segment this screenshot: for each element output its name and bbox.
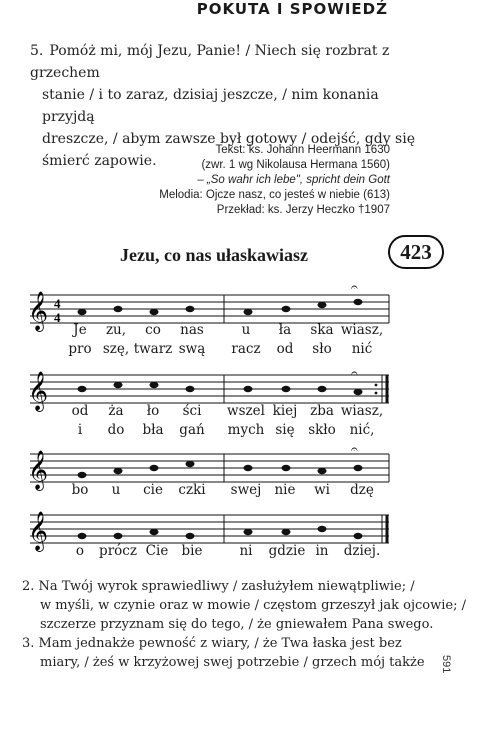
time-signature <box>54 296 61 325</box>
lyric-syllable: co <box>145 322 161 338</box>
credit-text: (zwr. 1 wg Nikolausa Hermana 1560) <box>201 159 390 171</box>
lyric-syllable: ła <box>278 322 292 338</box>
lyric-syllable: gdzie <box>268 543 306 559</box>
stanza-number: 5. <box>30 43 44 59</box>
lyric-syllable: pro <box>68 341 92 357</box>
lyric-syllable: Je <box>73 322 87 338</box>
credits-block <box>50 143 390 218</box>
note <box>186 461 195 467</box>
notes <box>78 461 363 478</box>
notes <box>78 526 363 539</box>
note <box>186 306 195 312</box>
credit-text: Tekst: ks. Johann Heermann 1630 <box>215 144 390 156</box>
note <box>282 386 291 392</box>
stanza-line: 5. Pomóż mi, mój Jezu, Panie! / Niech się rozbrat z grzechem <box>30 43 390 81</box>
stanza-line: w myśli, w czynie oraz w mowie / częstom grzeszył jak ojcowie; / <box>40 598 467 613</box>
note <box>318 468 327 474</box>
lyric-syllable: bo <box>71 482 89 498</box>
lyric-syllable: kiej <box>272 403 298 419</box>
note <box>318 302 327 308</box>
lyric-syllable: od <box>71 403 89 419</box>
lyric-syllable: o <box>75 543 85 559</box>
treble-clef-icon: 𝄞 <box>28 450 49 490</box>
lyric-syllable: ska <box>310 322 334 338</box>
note <box>318 386 327 392</box>
note <box>354 465 363 471</box>
lyric-syllable: i <box>77 422 83 438</box>
svg-text:4: 4 <box>54 310 61 325</box>
credit-original-title: – „So wahr ich lebe", spricht dein Gott <box>197 174 390 186</box>
lyric-syllable: zu, <box>105 322 127 338</box>
lyric-syllable: szę, <box>102 341 130 357</box>
treble-clef-icon: 𝄞 <box>28 291 49 331</box>
lyric-syllable: ni <box>239 543 253 559</box>
credit-melody: Melodia: Ojcze nasz, co jesteś w niebie (613) <box>159 189 390 201</box>
note <box>186 533 195 539</box>
lyric-syllable: nas <box>180 322 204 338</box>
lyric-syllable: wszel <box>227 403 265 419</box>
note <box>78 533 87 539</box>
note <box>244 309 253 315</box>
page-number: 591 <box>440 655 452 674</box>
song-title: Jezu, co nas ułaskawiasz <box>120 245 309 265</box>
stanza-line: 2. Na Twój wyrok sprawiedliwy / zasłużyłem niewątpliwie; / <box>22 579 415 594</box>
note <box>114 306 123 312</box>
note <box>78 386 87 392</box>
note <box>114 468 123 474</box>
fermata-icon: 𝄐 <box>351 442 358 456</box>
note <box>244 465 253 471</box>
lyric-syllable: ło <box>146 403 160 419</box>
note <box>150 309 159 315</box>
stanza-line: stanie / i to zaraz, dzisiaj jeszcze, / nim konania przyjdą <box>42 87 379 125</box>
stanza-line: śmierć zapowie. <box>42 153 157 169</box>
lyric-syllable: nić <box>351 341 373 357</box>
stanza-number: 2. <box>22 579 35 594</box>
stanza-line: dreszcze, / abym zawsze był gotowy / odejść, gdy się <box>42 131 416 147</box>
lyric-syllable: Cie <box>145 543 169 559</box>
svg-text:4: 4 <box>54 296 61 311</box>
lyric-syllable: zba <box>310 403 334 419</box>
note <box>354 389 363 395</box>
song-number-badge: 423 <box>388 235 444 269</box>
lyric-syllable: in <box>315 543 329 559</box>
lyric-syllable: nie <box>274 482 296 498</box>
lyric-syllable: ści <box>182 403 202 419</box>
lyric-syllable: prócz <box>99 543 137 559</box>
stanza-number: 3. <box>22 636 35 651</box>
lyric-syllable: u <box>241 322 251 338</box>
note <box>318 526 327 532</box>
note <box>244 386 253 392</box>
fermata-icon: 𝄐 <box>351 366 358 380</box>
note <box>150 529 159 535</box>
stanza-line: szczerze przyznam się do tego, / że gniewałem Pana swego. <box>40 617 434 632</box>
lyric-syllable: sło <box>312 341 332 357</box>
section-header: POKUTA I SPOWIEDŹ <box>196 0 388 18</box>
lyric-syllable: u <box>111 482 121 498</box>
note <box>282 306 291 312</box>
lyric-syllable: się <box>275 422 295 438</box>
lyric-syllable: do <box>107 422 125 438</box>
treble-clef-icon: 𝄞 <box>28 511 49 551</box>
lyric-syllable: gań <box>179 422 205 438</box>
notes <box>78 299 363 315</box>
fermata-icon: 𝄐 <box>351 280 358 294</box>
note <box>114 533 123 539</box>
lyric-syllable: dziej. <box>343 543 381 559</box>
lyric-syllable: racz <box>231 341 261 357</box>
lyric-syllable: wi <box>314 482 330 498</box>
note <box>114 382 123 388</box>
lyric-syllable: bie <box>181 543 203 559</box>
note <box>150 465 159 471</box>
lyric-syllable: cie <box>143 482 163 498</box>
lyric-syllable: nić, <box>349 422 375 438</box>
note <box>282 465 291 471</box>
note <box>78 309 87 315</box>
lyric-syllable: od <box>276 341 294 357</box>
stanza-line: 3. Mam jednakże pewność z wiary, / że Twa łaska jest bez <box>22 636 402 651</box>
lyric-syllable: twarz <box>133 341 173 357</box>
lyric-syllable: swej <box>230 482 262 498</box>
lyric-syllable: czki <box>178 482 206 498</box>
note <box>354 533 363 539</box>
note <box>186 386 195 392</box>
lyric-syllable: dzę <box>350 482 374 498</box>
stanza-line: miary, / żeś w krzyżowej swej potrzebie / grzech mój także <box>40 655 425 670</box>
lyric-syllable: ża <box>108 403 124 419</box>
note <box>150 382 159 388</box>
lyric-syllable: mych <box>227 422 265 438</box>
lyric-syllable: bła <box>142 422 164 438</box>
note <box>244 529 253 535</box>
lyric-syllable: wiasz, <box>340 322 384 338</box>
note <box>282 529 291 535</box>
note <box>78 472 87 478</box>
credit-translation: Przekład: ks. Jerzy Heczko †1907 <box>216 204 390 216</box>
treble-clef-icon: 𝄞 <box>28 371 49 411</box>
lyric-syllable: skło <box>308 422 336 438</box>
note <box>354 299 363 305</box>
lyric-syllable: wiasz, <box>340 403 384 419</box>
lyric-syllable: swą <box>178 341 206 357</box>
